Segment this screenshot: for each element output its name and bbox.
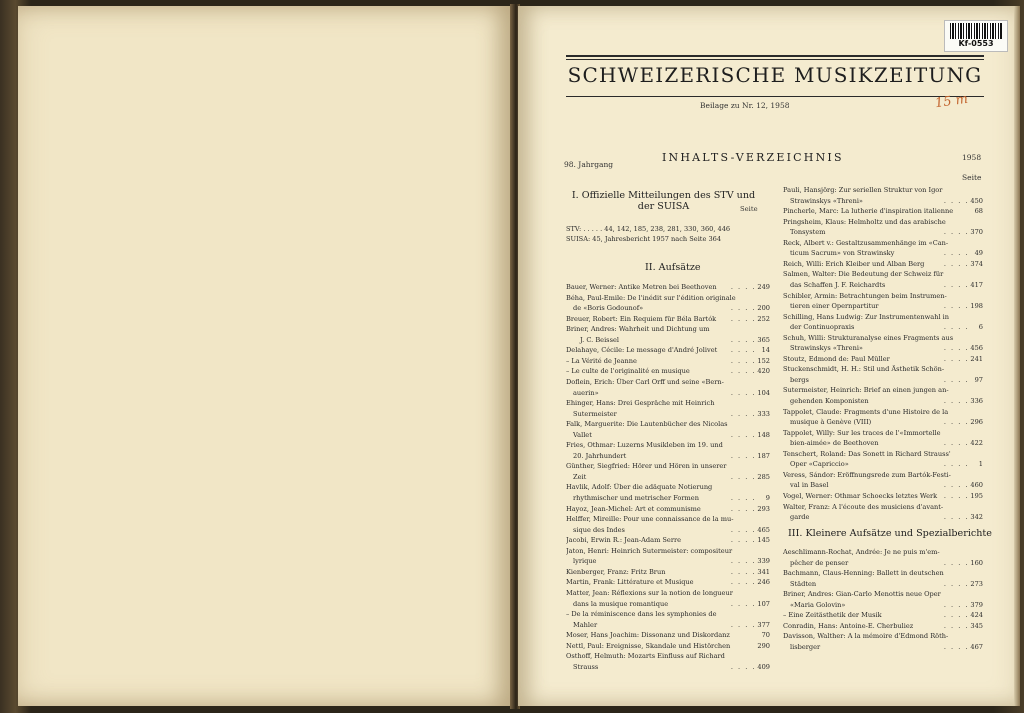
toc-page-number: 336	[970, 397, 983, 405]
toc-entry	[783, 376, 983, 384]
toc-entry-text: – Eine Zeitästhetik der Musik	[783, 611, 882, 620]
toc-entry	[783, 632, 983, 640]
toc-entry-text: Salmen, Walter: Die Bedeutung der Schweiz für	[783, 270, 944, 279]
toc-page-number: 339	[757, 557, 770, 566]
toc-entry-text: Mahler	[573, 620, 598, 629]
toc-leader-dots: . . . .	[943, 344, 969, 353]
toc-entry-text: bien-aimée» de Beethoven	[790, 439, 879, 448]
toc-page-number: 293	[757, 504, 770, 513]
toc-page-number: 252	[757, 314, 770, 323]
toc-leader-dots: . . . .	[943, 579, 969, 588]
barcode-bars	[950, 23, 1002, 39]
toc-entry-text: Hayoz, Jean-Michel: Art et communisme	[566, 504, 701, 513]
toc-entry-text: gehenden Komponisten	[790, 397, 869, 405]
toc-entry-text: Aeschlimann-Rochat, Andrée: Je ne puis m'em-	[783, 548, 940, 556]
toc-entry	[783, 207, 983, 215]
toc-entry	[566, 410, 770, 418]
toc-entry-text: Conradin, Hans: Antoine-E. Cherbuliez	[783, 621, 914, 630]
toc-page-number: 104	[757, 388, 770, 397]
toc-entry	[566, 452, 770, 460]
toc-leader-dots: . . . .	[730, 430, 756, 439]
toc-page-number: 420	[757, 367, 770, 376]
toc-entry-text: bergs	[790, 375, 809, 384]
toc-entry-text: Stuckenschmidt, H. H.: Stil und Ästhetik Schön-	[783, 365, 945, 374]
toc-entry-text: – La Vérité de Jeanne	[566, 356, 637, 365]
toc-entry	[566, 536, 770, 544]
toc-page-number: 467	[970, 642, 983, 651]
toc-page-number: 49	[974, 249, 983, 258]
toc-leader-dots: . . . .	[943, 259, 969, 268]
toc-page-number: 249	[757, 283, 770, 291]
toc-entry-text: Tonsystem	[790, 228, 826, 237]
toc-entry-text: – Le culte de l'originalité en musique	[566, 367, 690, 376]
toc-entry-text: Matter, Jean: Réflexions sur la notion de longueur	[566, 588, 733, 597]
toc-entry-text: de «Boris Godounof»	[573, 304, 644, 313]
toc-entry	[783, 397, 983, 405]
handwritten-note: 15 m	[934, 91, 969, 112]
toc-entry-text: Vogel, Werner: Othmar Schoecks letztes Werk	[783, 491, 938, 500]
toc-entry-text: Tenschert, Roland: Das Sonett in Richard Strauss'	[783, 449, 951, 458]
toc-leader-dots: . . . .	[730, 472, 756, 481]
toc-entry	[783, 481, 983, 489]
toc-entry-text: Tappolet, Willy: Sur les traces de l'«Immortelle	[783, 428, 941, 437]
toc-page-number: 409	[757, 662, 770, 671]
toc-entry-text: Städten	[790, 579, 817, 588]
toc-entry-text: rhythmischer und metrischer Formen	[573, 494, 699, 502]
toc-leader-dots: . . . .	[730, 283, 756, 291]
toc-leader-dots: . . . .	[943, 196, 969, 205]
toc-entry	[566, 578, 770, 586]
toc-entry	[783, 471, 983, 479]
toc-entry-text: Béha, Paul-Emile: De l'inédit sur l'édition originale	[566, 293, 736, 302]
toc-leader-dots: . . . .	[730, 304, 756, 313]
toc-entry	[783, 239, 983, 247]
toc-entry-text: Davisson, Walther: A la mémoire d'Edmond Röth-	[783, 632, 949, 641]
toc-entry	[783, 270, 983, 278]
toc-entry	[566, 663, 770, 671]
toc-entry-text: Strawinskys «Threni»	[790, 344, 863, 353]
toc-page-number: 145	[757, 536, 770, 545]
toc-entry-text: Walter, Franz: A l'écoute des musiciens d'avant-	[783, 502, 944, 511]
toc-entry	[566, 557, 770, 565]
toc-entry	[566, 367, 770, 375]
toc-leader-dots: . . . .	[943, 600, 969, 609]
toc-entry	[783, 439, 983, 447]
toc-page-number: 417	[970, 280, 983, 289]
toc-page-number: 450	[970, 196, 983, 205]
title-rule-bottom	[566, 96, 984, 97]
toc-page-number: 365	[757, 335, 770, 344]
toc-entry	[783, 386, 983, 394]
toc-leader-dots: . . . .	[943, 611, 969, 620]
toc-entry	[783, 611, 983, 619]
toc-entry	[783, 643, 983, 651]
volume-label: 98. Jahrgang	[564, 160, 614, 169]
toc-entry	[783, 228, 983, 236]
toc-entry	[566, 483, 770, 491]
toc-leader-dots: . . . .	[730, 346, 756, 355]
toc-entry	[783, 569, 983, 577]
toc-entry-text: der Continuopraxis	[790, 323, 855, 332]
toc-entry	[783, 503, 983, 511]
toc-leader-dots: . . . .	[730, 536, 756, 545]
toc-page-number: 285	[757, 472, 770, 481]
toc-leader-dots: . . . .	[730, 567, 756, 576]
toc-entry	[566, 325, 770, 333]
toc-leader-dots: . . . .	[730, 620, 756, 629]
toc-entry	[566, 652, 770, 660]
toc-page-number: 6	[978, 323, 983, 332]
toc-page-number: 290	[757, 641, 770, 650]
toc-entry-text: «Maria Golovin»	[790, 600, 846, 609]
toc-leader-dots: . . . .	[943, 249, 969, 258]
toc-leader-dots: . . . .	[730, 578, 756, 587]
section-1-seite: Seite	[740, 205, 758, 213]
toc-entry-text: tieren einer Opernpartitur	[790, 302, 879, 311]
toc-leader-dots: . . . .	[730, 367, 756, 376]
toc-entry-text: Bachmann, Claus-Henning: Ballett in deutschen	[783, 569, 944, 578]
toc-entry	[783, 548, 983, 556]
toc-entry-text: 20. Jahrhundert	[573, 451, 627, 460]
toc-entry-text: – De la réminiscence dans les symphonies de	[566, 610, 717, 619]
toc-entry	[783, 450, 983, 458]
toc-entry	[783, 323, 983, 331]
toc-page-number: 456	[970, 344, 983, 353]
toc-entry-text: Nettl, Paul: Ereignisse, Skandale und Histörchen	[566, 641, 731, 650]
toc-page-number: 345	[970, 621, 983, 630]
toc-entry	[566, 283, 770, 291]
toc-leader-dots: . . . .	[730, 557, 756, 566]
toc-entry-text: Stoutz, Edmond de: Paul Müller	[783, 354, 890, 363]
toc-entry	[783, 355, 983, 363]
toc-entry	[783, 429, 983, 437]
toc-entry	[566, 441, 770, 449]
toc-entry	[783, 260, 983, 268]
toc-entry-text: Doflein, Erich: Über Carl Orff und seine «Bern-	[566, 377, 724, 386]
toc-entry	[566, 389, 770, 397]
toc-entry	[783, 492, 983, 500]
toc-entry-text: Briner, Andres: Gian-Carlo Menottis neue Oper	[783, 590, 941, 599]
toc-entry-text: SUISA: 45, Jahresbericht 1957 nach Seite 364	[566, 235, 722, 243]
toc-leader-dots: . . . .	[943, 460, 969, 469]
toc-page-number: 1	[978, 460, 983, 469]
supplement-note: Beilage zu Nr. 12, 1958	[700, 101, 790, 110]
toc-entry	[566, 505, 770, 513]
toc-entry-text: Ehinger, Hans: Drei Gespräche mit Heinrich	[566, 399, 715, 408]
toc-entry	[783, 513, 983, 521]
toc-page-number: 370	[970, 228, 983, 237]
toc-page-number: 9	[765, 494, 770, 502]
toc-entry-text: Martin, Frank: Littérature et Musique	[566, 578, 694, 587]
toc-entry	[783, 302, 983, 310]
toc-page-number: 187	[757, 451, 770, 460]
toc-page-number: 198	[970, 302, 983, 311]
toc-entry	[783, 408, 983, 416]
toc-leader-dots: . . . .	[943, 418, 969, 427]
toc-entry-text: Schilling, Hans Ludwig: Zur Instrumentenwahl in	[783, 312, 950, 321]
toc-entry-text: Veress, Sándor: Eröffnungsrede zum Bartók-Festi-	[783, 470, 951, 479]
toc-page-number: 424	[970, 611, 983, 620]
toc-entry-text: lisberger	[790, 642, 821, 651]
toc-entry	[566, 315, 770, 323]
toc-entry-text: Moser, Hans Joachim: Dissonanz und Diskordanz	[566, 631, 730, 640]
toc-page-number: 97	[974, 375, 983, 384]
toc-entry-text: Strauss	[573, 662, 599, 671]
toc-entry	[566, 225, 770, 233]
toc-page-number: 68	[974, 207, 983, 216]
toc-entry-text: Kienberger, Franz: Fritz Brun	[566, 567, 666, 576]
section-1-title: I. Offizielle Mitteilungen des STV und der SUISA	[571, 190, 756, 212]
toc-leader-dots: . . . .	[730, 525, 756, 534]
toc-entry	[566, 462, 770, 470]
toc-entry-text: Pauli, Hansjörg: Zur seriellen Struktur von Igor	[783, 186, 943, 194]
toc-entry	[783, 281, 983, 289]
toc-entry	[566, 526, 770, 534]
toc-entry	[566, 431, 770, 439]
toc-leader-dots: . . . .	[943, 375, 969, 384]
left-blank-page	[18, 6, 512, 706]
toc-entry	[566, 294, 770, 302]
toc-entry	[566, 515, 770, 523]
toc-page-number: 160	[970, 558, 983, 567]
toc-entry	[566, 610, 770, 618]
barcode-code: Kf-0553	[958, 39, 994, 48]
journal-title: SCHWEIZERISCHE MUSIKZEITUNG	[567, 63, 983, 87]
toc-entry-text: pêcher de penser	[790, 558, 849, 567]
toc-page-number: 342	[970, 513, 983, 522]
barcode-label	[944, 20, 1008, 52]
toc-heading: INHALTS-VERZEICHNIS	[662, 151, 844, 164]
toc-leader-dots: . . . .	[943, 481, 969, 490]
toc-page-number: 246	[757, 578, 770, 587]
toc-page-number: 377	[757, 620, 770, 629]
toc-entry	[783, 580, 983, 588]
page-edge	[1014, 6, 1020, 706]
toc-leader-dots: . . . .	[943, 621, 969, 630]
toc-entry	[783, 622, 983, 630]
toc-entry-text: Bauer, Werner: Antike Metren bei Beethoven	[566, 283, 717, 291]
toc-leader-dots: . . . .	[730, 335, 756, 344]
toc-entry	[783, 218, 983, 226]
toc-page-number: 379	[970, 600, 983, 609]
title-rule-top-thin	[566, 59, 984, 60]
toc-page-number: 152	[757, 356, 770, 365]
toc-entry-text: sique des Indes	[573, 525, 625, 534]
toc-page-number: 70	[761, 631, 770, 640]
section-2-heading: II. Aufsätze	[645, 262, 701, 273]
toc-page-number: 273	[970, 579, 983, 588]
toc-entry	[566, 642, 770, 650]
toc-entry-text: Pincherle, Marc: La lutherie d'inspiration italienne	[783, 207, 954, 216]
toc-leader-dots: . . . .	[943, 558, 969, 567]
toc-page-number: 241	[970, 354, 983, 363]
toc-entry	[566, 547, 770, 555]
toc-entry	[783, 460, 983, 468]
toc-leader-dots: . . . .	[730, 356, 756, 365]
toc-leader-dots: . . . .	[730, 409, 756, 418]
toc-page-number: 107	[757, 599, 770, 608]
toc-page-number: 148	[757, 430, 770, 439]
toc-page-number: 374	[970, 259, 983, 268]
toc-entry-text: Sutermeister	[573, 409, 617, 418]
title-rule-top	[566, 55, 984, 57]
toc-entry	[783, 590, 983, 598]
toc-entry-text: Zeit	[573, 472, 587, 481]
toc-entry-text: lyrique	[573, 557, 597, 566]
toc-entry	[566, 600, 770, 608]
toc-leader-dots: . . . .	[730, 388, 756, 397]
toc-page-number: 333	[757, 409, 770, 418]
toc-leader-dots: . . . .	[943, 354, 969, 363]
toc-entry-text: Strawinskys «Threni»	[790, 196, 863, 205]
toc-leader-dots: . . . .	[943, 513, 969, 522]
toc-entry-text: Falk, Marguerite: Die Lautenbücher des Nicolas	[566, 420, 728, 429]
toc-leader-dots: . . . .	[730, 662, 756, 671]
toc-leader-dots: . . . .	[730, 504, 756, 513]
toc-entry	[783, 601, 983, 609]
toc-page-number: 341	[757, 567, 770, 576]
toc-entry-text: musique à Genève (VIII)	[790, 418, 872, 427]
toc-entry	[566, 568, 770, 576]
toc-leader-dots: . . . .	[943, 397, 969, 405]
toc-entry-text: Vallet	[573, 430, 592, 439]
toc-entry-text: Delahaye, Cécile: Le message d'André Jolivet	[566, 346, 718, 355]
toc-entry-text: Fries, Othmar: Luzerns Musikleben im 19. und	[566, 441, 723, 450]
toc-leader-dots: . . . .	[943, 439, 969, 448]
toc-page-number: 296	[970, 418, 983, 427]
toc-entry-text: Jaton, Henri: Heinrich Sutermeister: compositeur	[566, 546, 733, 555]
toc-entry	[783, 197, 983, 205]
toc-entry-text: ticum Sacrum» von Strawinsky	[790, 249, 895, 258]
toc-page-number: 14	[761, 346, 770, 355]
toc-leader-dots: . . . .	[730, 314, 756, 323]
toc-entry	[566, 378, 770, 386]
toc-entry-text: Günther, Siegfried: Hörer und Hören in unserer	[566, 462, 727, 471]
toc-entry	[783, 365, 983, 373]
toc-page-number: 460	[970, 481, 983, 490]
toc-entry-text: garde	[790, 513, 810, 522]
toc-entry-text: dans la musique romantique	[573, 599, 669, 608]
toc-entry-text: Sutermeister, Heinrich: Brief an einen jungen an-	[783, 386, 949, 395]
toc-entry-text: Oper «Capriccio»	[790, 460, 849, 469]
toc-entry-text: Helffer, Mireille: Pour une connaissance de la mu-	[566, 515, 734, 524]
toc-entry-text: auerin»	[573, 388, 599, 397]
section-1-heading	[566, 190, 761, 212]
toc-entry-text: Havlik, Adolf: Über die adäquate Notierung	[566, 483, 713, 492]
toc-entry	[783, 186, 983, 194]
toc-leader-dots: . . . .	[730, 494, 756, 502]
toc-leader-dots: . . . .	[730, 599, 756, 608]
toc-page-number: 195	[970, 491, 983, 500]
year-label: 1958	[962, 153, 982, 162]
toc-entry-text: val in Basel	[790, 481, 829, 490]
toc-entry-text: Osthoff, Helmuth: Mozarts Einfluss auf Richard	[566, 652, 725, 661]
toc-entry	[783, 292, 983, 300]
toc-entry	[566, 336, 770, 344]
toc-entry-text: STV: . . . . . 44, 142, 185, 238, 281, 330, 360, 446	[566, 225, 731, 233]
toc-leader-dots: . . . .	[943, 491, 969, 500]
toc-entry-text: Reck, Albert v.: Gestaltzusammenhänge im «Can-	[783, 238, 949, 247]
toc-entry-text: Schibler, Armin: Betrachtungen beim Instrumen-	[783, 291, 947, 300]
toc-entry	[566, 494, 770, 502]
toc-entry	[783, 418, 983, 426]
toc-leader-dots: . . . .	[943, 323, 969, 332]
toc-leader-dots: . . . .	[730, 451, 756, 460]
toc-entry	[566, 357, 770, 365]
toc-entry-text: das Schaffen J. F. Reichardts	[790, 280, 886, 289]
toc-entry	[566, 621, 770, 629]
toc-entry	[566, 399, 770, 407]
toc-leader-dots: . . . .	[943, 642, 969, 651]
toc-entry	[566, 631, 770, 639]
toc-entry	[566, 420, 770, 428]
toc-entry-text: Briner, Andres: Wahrheit und Dichtung um	[566, 325, 710, 334]
section-3-heading: III. Kleinere Aufsätze und Spezialberichte	[788, 528, 992, 539]
toc-page-number: 422	[970, 439, 983, 448]
toc-entry-text: Pringsheim, Klaus: Helmholtz und das arabische	[783, 217, 946, 226]
toc-page-number: 200	[757, 304, 770, 313]
toc-leader-dots: . . . .	[943, 302, 969, 311]
toc-leader-dots: . . . .	[943, 228, 969, 237]
toc-entry-text: Jacobi, Erwin R.: Jean-Adam Serre	[566, 536, 682, 545]
toc-entry	[783, 313, 983, 321]
toc-entry-text: Schuh, Willi: Strukturanalyse eines Fragments aus	[783, 333, 954, 342]
toc-entry	[566, 589, 770, 597]
toc-entry-text: Breuer, Robert: Ein Requiem für Béla Bartók	[566, 314, 717, 323]
toc-entry-text: J. C. Beissel	[580, 335, 619, 344]
toc-entry	[783, 344, 983, 352]
toc-entry	[566, 235, 770, 243]
toc-entry	[783, 249, 983, 257]
seite-column-label: Seite	[962, 173, 982, 182]
toc-leader-dots: . . . .	[943, 280, 969, 289]
toc-page-number: 465	[757, 525, 770, 534]
toc-entry-text: Tappolet, Claude: Fragments d'une Histoire de la	[783, 407, 949, 416]
toc-entry	[783, 334, 983, 342]
toc-entry	[566, 346, 770, 354]
toc-entry	[566, 304, 770, 312]
toc-entry	[783, 559, 983, 567]
toc-entry	[566, 473, 770, 481]
toc-entry-text: Reich, Willi: Erich Kleiber und Alban Berg	[783, 259, 925, 268]
